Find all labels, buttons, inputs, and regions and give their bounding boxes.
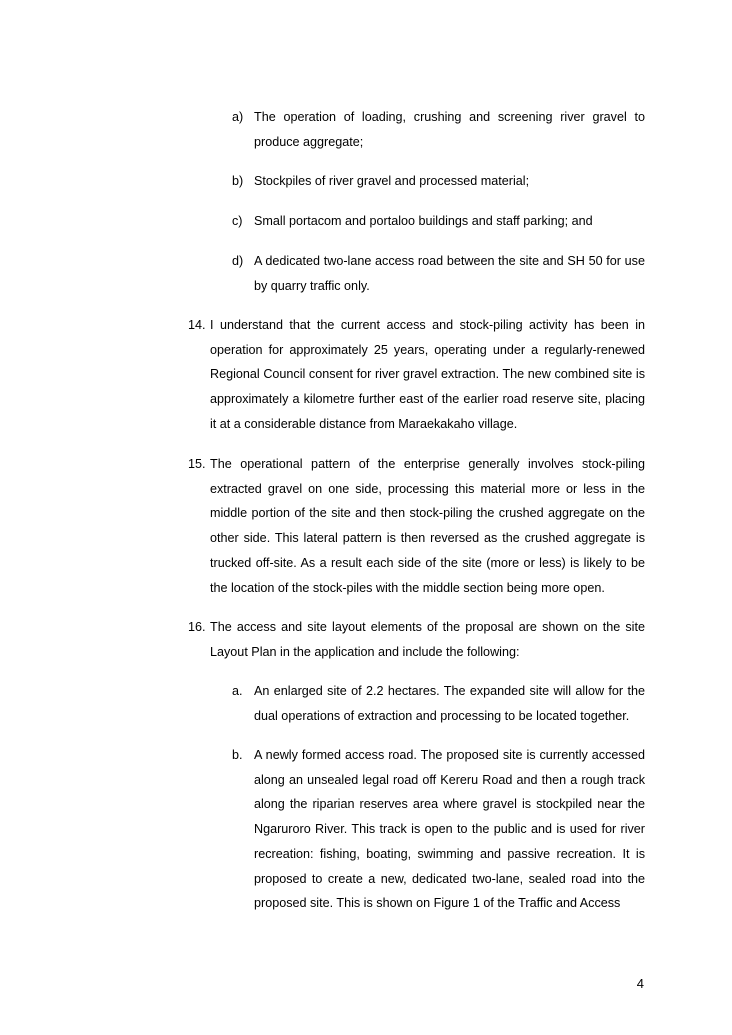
paragraph-number: 16. <box>188 620 206 634</box>
list-item-label: b. <box>232 748 243 762</box>
list-item-text: An enlarged site of 2.2 hectares. The expanded site will allow for the dual operations of extraction and processing to be located together. <box>254 684 645 723</box>
paragraph-text: The operational pattern of the enterprise generally involves stock-piling extracted gravel on one side, processing this material more or less in the middle portion of the site and then stock-piling the crushed aggregate on the other side. This lateral pattern is then reversed as the crushed aggregate is trucked off-site. As a result each side of the site (more or less) is likely to be the location of the stock-piles with the middle section being more open. <box>210 457 645 595</box>
list-item-label: c) <box>232 214 243 228</box>
paragraph-number: 15. <box>188 457 206 471</box>
paragraph-text: The access and site layout elements of the proposal are shown on the site Layout Plan in the application and include the following: <box>210 620 645 659</box>
list-item-label: a) <box>232 110 244 124</box>
list-item-label: b) <box>232 174 244 188</box>
paragraph-text: I understand that the current access and stock-piling activity has been in operation for approximately 25 years, operating under a regularly-renewed Regional Council consent for river gravel extraction. The new combined site is approximately a kilometre further east of the earlier road reserve site, placing it at a considerable distance from Maraekakaho village. <box>210 318 645 431</box>
list-item-text: A newly formed access road. The proposed site is currently accessed along an unsealed legal road off Kereru Road and then a rough track along the riparian reserves area where gravel is stockpiled near the Ngaruroro River. This track is open to the public and is used for river recreation: fishing, boating, swimming and passive recreation. It is proposed to create a new, dedicated two-lane, sealed road into the proposed site. This is shown on Figure 1 of the Traffic and Access <box>254 748 645 911</box>
list-item-text: The operation of loading, crushing and screening river gravel to produce aggregate; <box>254 110 645 149</box>
paragraph-number: 14. <box>188 318 206 332</box>
list-item-text: Stockpiles of river gravel and processed material; <box>254 174 530 188</box>
list-item-label: a. <box>232 684 243 698</box>
list-item-text: A dedicated two-lane access road between the site and SH 50 for use by quarry traffic only. <box>254 254 645 293</box>
page-number: 4 <box>636 976 644 991</box>
list-item-label: d) <box>232 254 244 268</box>
list-item-text: Small portacom and portaloo buildings and staff parking; and <box>254 214 593 228</box>
